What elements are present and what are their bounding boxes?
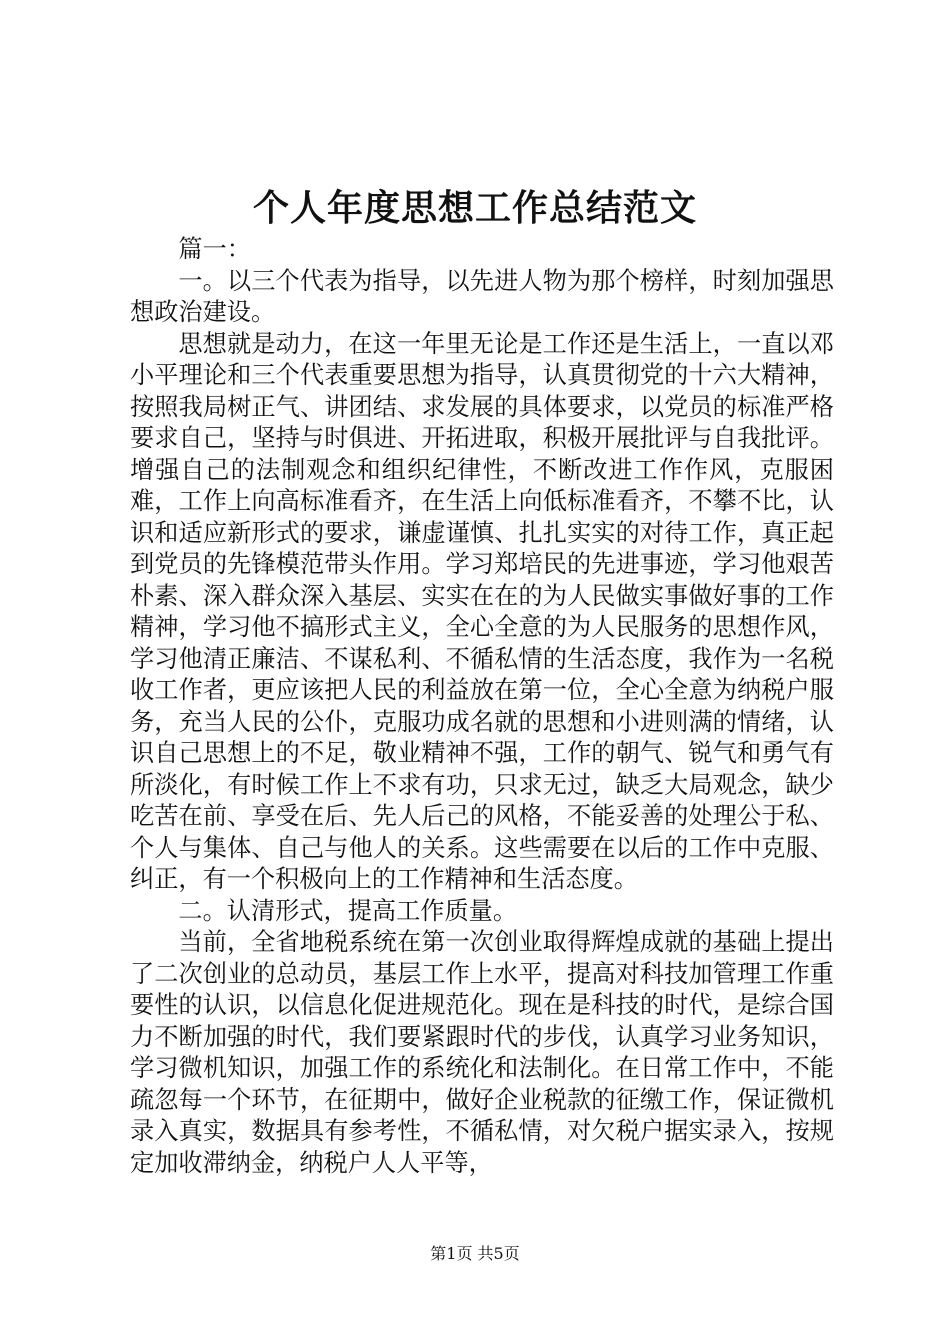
section-heading-two: 二。认清形式，提高工作质量。: [178, 896, 518, 925]
section-heading-one: 一。以三个代表为指导，以先进人物为那个榜样，时刻加强思想政治建设。: [130, 266, 834, 326]
section-heading-part-one: 篇一：: [178, 235, 251, 263]
page-footer: 第1页 共5页: [430, 1244, 520, 1263]
body-paragraph: 当前，全省地税系统在第一次创业取得辉煌成就的基础上提出了二次创业的总动员，基层工作上水平，提高对科技加管理工作重要性的认识，以信息化促进规范化。现在是科技的时代，是综合国力不断加强的时代，我们要紧跟时代的步伐，认真学习业务知识，学习微机知识，加强工作的系统化和法制化。在日常工作中，不能疏忽每一个环节，在征期中，做好企业税款的征缴工作，保证微机录入真实，数据具有参考性，不循私情，对欠税户据实录入，按规定加收滞纳金，纳税户人人平等，: [130, 928, 834, 1177]
body-paragraph: 思想就是动力，在这一年里无论是工作还是生活上，一直以邓小平理论和三个代表重要思想为指导，认真贯彻党的十六大精神，按照我局树正气、讲团结、求发展的具体要求，以党员的标准严格要求自己，坚持与时俱进、开拓进取，积极开展批评与自我批评。增强自己的法制观念和组织纪律性，不断改进工作作风，克服困难，工作上向高标准看齐，在生活上向低标准看齐，不攀不比，认识和适应新形式的要求，谦虚谨慎、扎扎实实的对待工作，真正起到党员的先锋模范带头作用。学习郑培民的先进事迹，学习他艰苦朴素、深入群众深入基层、实实在在的为人民做实事做好事的工作精神，学习他不搞形式主义，全心全意的为人民服务的思想作风，学习他清正廉洁、不谋私利、不循私情的生活态度，我作为一名税收工作者，更应该把人民的利益放在第一位，全心全意为纳税户服务，充当人民的公仆，克服功成名就的思想和小进则满的情绪，认识自己思想上的不足，敬业精神不强，工作的朝气、锐气和勇气有所淡化，有时候工作上不求有功，只求无过，缺乏大局观念，缺少吃苦在前、享受在后、先人后己的风格，不能妥善的处理公于私、个人与集体、自己与他人的关系。这些需要在以后的工作中克服、纠正，有一个积极向上的工作精神和生活态度。: [130, 329, 834, 893]
document-body: [130, 234, 834, 1179]
document-title: 个人年度思想工作总结范文: [252, 187, 697, 229]
